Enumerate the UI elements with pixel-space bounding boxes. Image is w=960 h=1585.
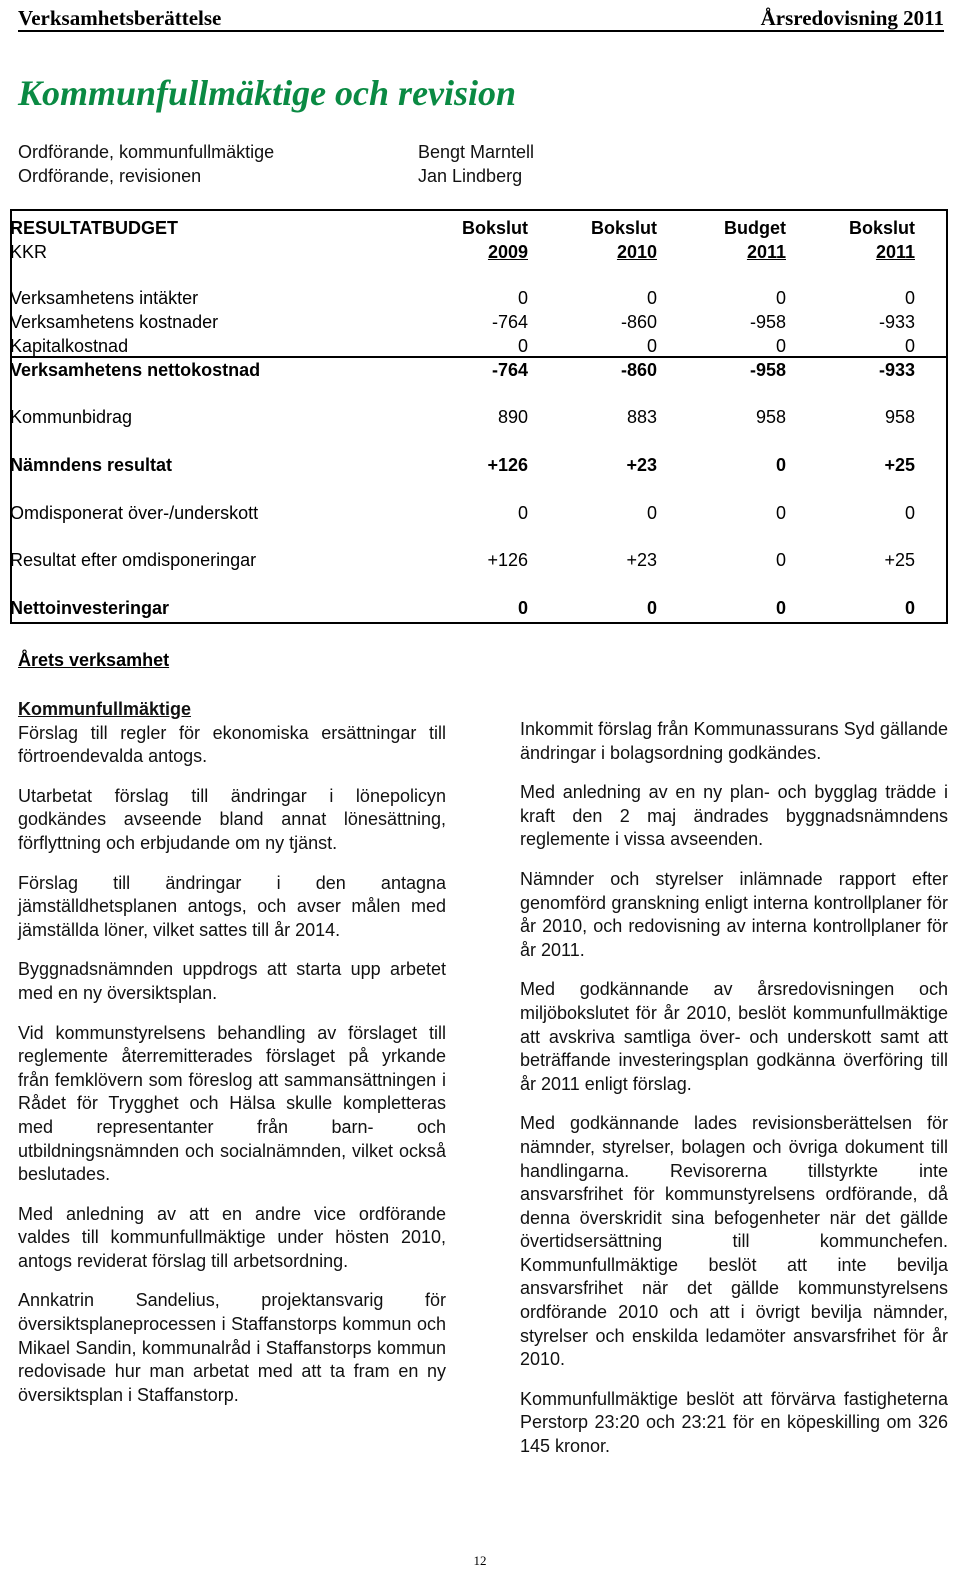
table-row — [10, 407, 948, 431]
column-year: 2011 — [875, 242, 915, 262]
cell: -764 — [491, 312, 528, 332]
cell: 0 — [517, 503, 528, 523]
cell: +126 — [487, 550, 528, 570]
cell: 0 — [775, 336, 786, 356]
paragraph: Nämnder och styrelser inlämnade rapport efter genomförd granskning enligt interna kontrollplaner för år 2010, och redovisning av interna kontrollplaner för år 2011. — [520, 868, 948, 960]
official-name: Bengt Marntell — [418, 142, 535, 162]
cell: 883 — [626, 407, 657, 427]
official-row — [18, 164, 818, 188]
table-top-border — [10, 209, 948, 211]
cell: 0 — [904, 336, 915, 356]
paragraph: Förslag till ändringar i den antagna jämställdhetsplanen antogs, och avser målen med jämställda löner, vilket sattes till år 2014. — [18, 872, 446, 940]
header-left: Verksamhetsberättelse — [18, 6, 222, 30]
column-year: 2010 — [616, 242, 657, 262]
table-bottom-border — [10, 622, 948, 624]
column-header: Bokslut — [590, 218, 657, 238]
header-right: Årsredovisning 2011 — [760, 6, 944, 30]
column-year: 2011 — [746, 242, 786, 262]
left-text-column — [18, 698, 446, 1423]
cell: 958 — [755, 407, 786, 427]
table-row — [10, 455, 948, 479]
cell: +23 — [626, 455, 657, 475]
column-year: 2009 — [487, 242, 528, 262]
cell: -860 — [620, 360, 657, 380]
cell: 0 — [775, 598, 786, 618]
officials — [18, 140, 818, 188]
cell: 0 — [646, 336, 657, 356]
paragraph: Med godkännande av årsredovisningen och miljöbokslutet för år 2010, beslöt kommunfullmäktige att avskriva samtliga över- och underskott samt att beträffande investeringsplan godkänna överföring till år 2011 enligt förslag. — [520, 979, 948, 1094]
paragraph: Med anledning av att en andre vice ordförande valdes till kommunfullmäktige under hösten 2010, antogs reviderat förslag till arbetsordning. — [18, 1203, 446, 1271]
table-header-row — [10, 218, 948, 242]
table-subtitle: KKR — [10, 242, 48, 262]
table-row — [10, 312, 948, 336]
row-label: Nämndens resultat — [10, 455, 173, 475]
row-label: Omdisponerat över-/underskott — [10, 503, 259, 523]
cell: +126 — [487, 455, 528, 475]
cell: 890 — [497, 407, 528, 427]
right-text-column — [520, 718, 948, 1475]
cell: -958 — [749, 360, 786, 380]
cell: -860 — [620, 312, 657, 332]
paragraph: Med anledning av en ny plan- och bygglag trädde i kraft den 2 maj ändrades byggnadsnämndens reglemente i vissa avseenden. — [520, 782, 948, 850]
row-label: Resultat efter omdisponeringar — [10, 550, 257, 570]
page-header — [18, 4, 944, 32]
row-label: Kapitalkostnad — [10, 336, 129, 356]
paragraph: Inkommit förslag från Kommunassurans Syd gällande ändringar i bolagsordning godkändes. — [520, 719, 948, 763]
cell: 958 — [884, 407, 915, 427]
cell: 0 — [775, 503, 786, 523]
cell: +25 — [884, 455, 915, 475]
cell: 0 — [904, 503, 915, 523]
table-row — [10, 598, 948, 622]
paragraph: Vid kommunstyrelsens behandling av förslaget till reglemente återremitterades förslaget på yrkande från femklövern som föreslog att sammansättningen i Rådet för Trygghet och Hälsa skulle kompletteras med representanter från barn- och utbildningsnämnden och socialnämnden, vilket också beslutades. — [18, 1022, 446, 1185]
cell: -764 — [491, 360, 528, 380]
cell: -958 — [749, 312, 786, 332]
table-row — [10, 336, 948, 360]
cell: 0 — [646, 288, 657, 308]
cell: +25 — [884, 550, 915, 570]
table-title: RESULTATBUDGET — [10, 218, 178, 238]
row-label: Verksamhetens kostnader — [10, 312, 219, 332]
page-title: Kommunfullmäktige och revision — [18, 73, 517, 113]
paragraph: Med godkännande lades revisionsberättelsen för nämnder, styrelser, bolagen och övriga dokument till handlingarna. Revisorerna tillstyrkte inte ansvarsfrihet för kommunstyrelsens ordförande, då denna överskridit sina befogenheter när det gällde övertidsersättning till kommunchefen. Kommunfullmäktige beslöt att inte bevilja ansvarsfrihet när det gällde kommunstyrelsens ordförande 2010 och att i övrigt bevilja nämnder, styrelser och enskilda ledamöter ansvarsfrihet för år 2010. — [520, 1113, 948, 1370]
cell: -933 — [878, 312, 915, 332]
page-number: 12 — [473, 1553, 487, 1568]
paragraph: Förslag till regler för ekonomiska ersättningar till förtroendevalda antogs. — [18, 722, 446, 767]
row-label: Verksamhetens nettokostnad — [10, 360, 261, 380]
cell: 0 — [904, 288, 915, 308]
column-header: Bokslut — [848, 218, 915, 238]
section-heading: Årets verksamhet — [18, 650, 170, 670]
cell: 0 — [646, 503, 657, 523]
table-row — [10, 288, 948, 312]
official-role: Ordförande, kommunfullmäktige — [18, 142, 275, 162]
column-header: Bokslut — [461, 218, 528, 238]
cell: 0 — [904, 598, 915, 618]
cell: 0 — [517, 336, 528, 356]
cell: 0 — [517, 598, 528, 618]
table-row — [10, 503, 948, 527]
paragraph: Kommunfullmäktige beslöt att förvärva fastigheterna Perstorp 23:20 och 23:21 för en köpeskilling om 326 145 kronor. — [520, 1388, 948, 1457]
cell: +23 — [626, 550, 657, 570]
paragraph: Byggnadsnämnden uppdrogs att starta upp arbetet med en ny översiktsplan. — [18, 959, 446, 1003]
cell: 0 — [517, 288, 528, 308]
row-label: Verksamhetens intäkter — [10, 288, 199, 308]
row-label: Nettoinvesteringar — [10, 598, 170, 618]
subheading: Kommunfullmäktige — [18, 699, 192, 719]
table-row — [10, 360, 948, 384]
cell: 0 — [775, 455, 786, 475]
official-row — [18, 140, 818, 164]
paragraph: Annkatrin Sandelius, projektansvarig för översiktsplaneprocessen i Staffanstorps kommun och Mikael Sandin, kommunalråd i Staffanstorps kommun redovisade hur man arbetat med att ta fram en ny översiktsplan i Staffanstorp. — [18, 1290, 446, 1405]
table-row — [10, 550, 948, 574]
official-name: Jan Lindberg — [418, 166, 523, 186]
table-header-row — [10, 242, 948, 266]
row-label: Kommunbidrag — [10, 407, 133, 427]
official-role: Ordförande, revisionen — [18, 166, 202, 186]
cell: 0 — [775, 550, 786, 570]
cell: -933 — [878, 360, 915, 380]
column-header: Budget — [724, 218, 786, 238]
paragraph: Utarbetat förslag till ändringar i lönepolicyn godkändes avseende bland annat lönesättning, förflyttning och erbjudande om ny tjänst. — [18, 785, 446, 853]
cell: 0 — [646, 598, 657, 618]
cell: 0 — [775, 288, 786, 308]
